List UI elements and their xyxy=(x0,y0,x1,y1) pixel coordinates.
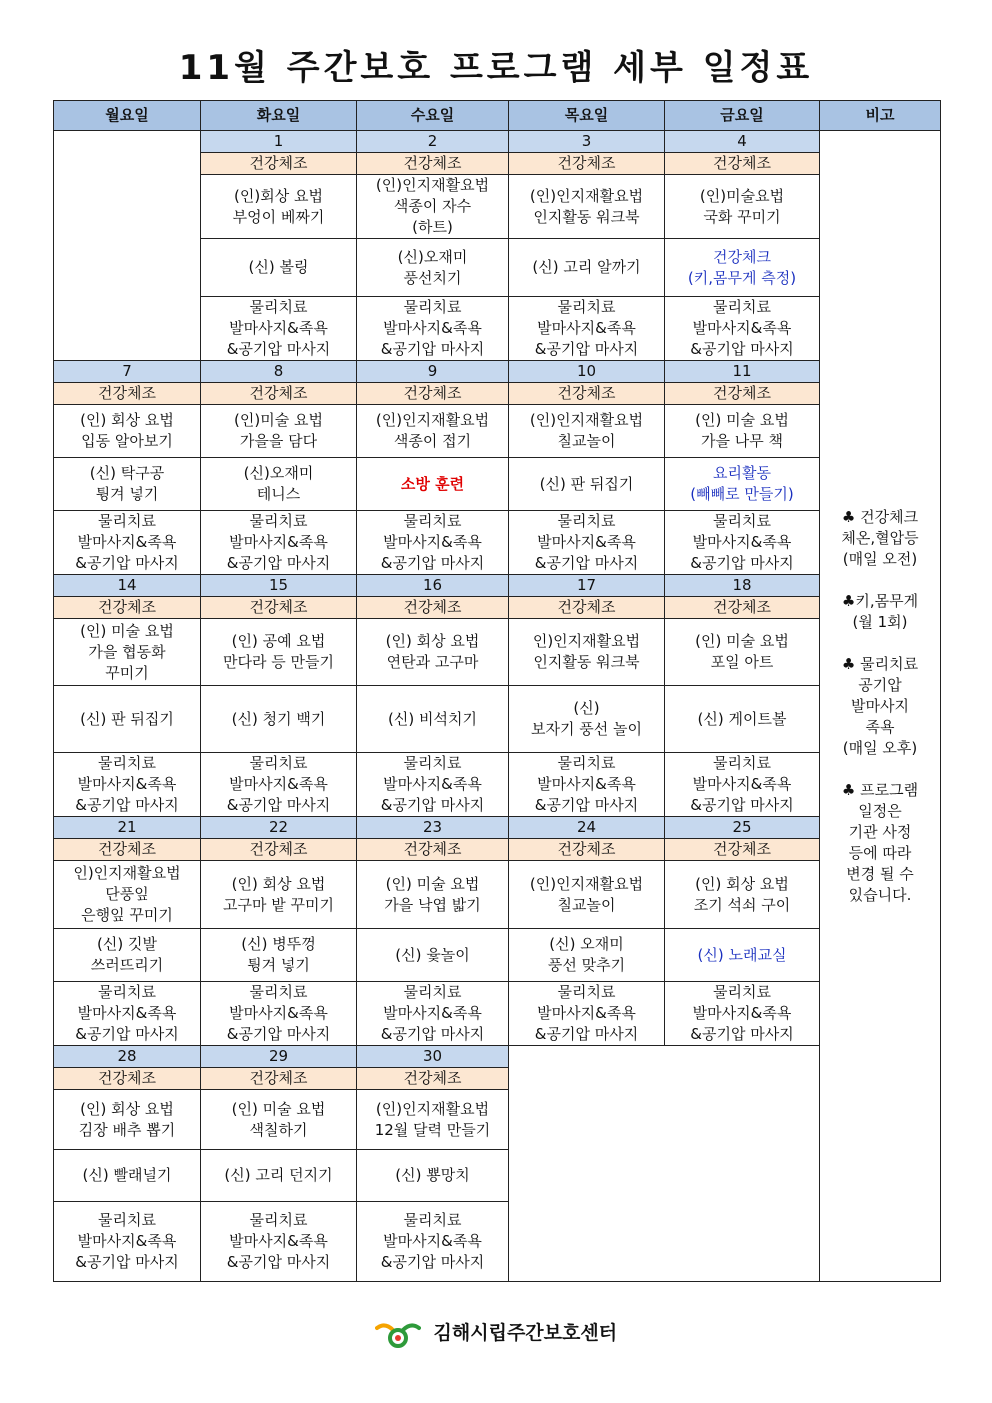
physical-program: 건강체크 (키,몸무게 측정) xyxy=(665,239,820,297)
date-cell: 8 xyxy=(201,361,357,383)
cognitive-program: (인) 회상 요법 연탄과 고구마 xyxy=(357,619,509,686)
date-cell: 18 xyxy=(665,575,820,597)
exercise-cell: 건강체조 xyxy=(201,597,357,619)
exercise-cell: 건강체조 xyxy=(54,839,201,861)
physio-cell: 물리치료 발마사지&족욕 &공기압 마사지 xyxy=(54,511,201,575)
physio-cell: 물리치료 발마사지&족욕 &공기압 마사지 xyxy=(665,982,820,1046)
center-logo-icon xyxy=(375,1320,421,1348)
physio-cell: 물리치료 발마사지&족욕 &공기압 마사지 xyxy=(54,1202,201,1282)
day-header: 목요일 xyxy=(509,101,665,131)
empty-area xyxy=(509,1046,820,1282)
physio-cell: 물리치료 발마사지&족욕 &공기압 마사지 xyxy=(201,1202,357,1282)
physical-program: (신) 판 뒤집기 xyxy=(509,458,665,511)
cognitive-program: (인)인지재활요법 인지활동 워크북 xyxy=(509,175,665,239)
physio-cell: 물리치료 발마사지&족욕 &공기압 마사지 xyxy=(201,511,357,575)
physical-program: (신) 깃발 쓰러뜨리기 xyxy=(54,929,201,982)
date-cell: 1 xyxy=(201,131,357,153)
exercise-cell: 건강체조 xyxy=(201,1068,357,1090)
cognitive-program: (인) 회상 요법 입동 알아보기 xyxy=(54,405,201,458)
exercise-cell: 건강체조 xyxy=(509,153,665,175)
exercise-cell: 건강체조 xyxy=(665,383,820,405)
date-cell: 24 xyxy=(509,817,665,839)
physical-program: (신) 게이트볼 xyxy=(665,686,820,753)
physical-program: (신) 병뚜껑 튕겨 넣기 xyxy=(201,929,357,982)
date-cell: 14 xyxy=(54,575,201,597)
cognitive-program: (인)회상 요법 부엉이 베짜기 xyxy=(201,175,357,239)
exercise-cell: 건강체조 xyxy=(357,1068,509,1090)
exercise-cell: 건강체조 xyxy=(54,1068,201,1090)
exercise-cell: 건강체조 xyxy=(665,153,820,175)
physical-program: (신) 뿅망치 xyxy=(357,1150,509,1202)
date-cell: 28 xyxy=(54,1046,201,1068)
physio-cell: 물리치료 발마사지&족욕 &공기압 마사지 xyxy=(357,1202,509,1282)
cognitive-program: 인)인지재활요법 단풍잎 은행잎 꾸미기 xyxy=(54,861,201,929)
physio-cell: 물리치료 발마사지&족욕 &공기압 마사지 xyxy=(665,753,820,817)
cognitive-program: (인)인지재활요법 칠교놀이 xyxy=(509,405,665,458)
physio-cell: 물리치료 발마사지&족욕 &공기압 마사지 xyxy=(201,297,357,361)
date-cell: 22 xyxy=(201,817,357,839)
physical-program: (신) 고리 알까기 xyxy=(509,239,665,297)
physical-program: (신) 빨래널기 xyxy=(54,1150,201,1202)
date-cell: 25 xyxy=(665,817,820,839)
physio-cell: 물리치료 발마사지&족욕 &공기압 마사지 xyxy=(201,753,357,817)
cognitive-program: (인)인지재활요법 칠교놀이 xyxy=(509,861,665,929)
physio-cell: 물리치료 발마사지&족욕 &공기압 마사지 xyxy=(54,753,201,817)
physio-cell: 물리치료 발마사지&족욕 &공기압 마사지 xyxy=(54,982,201,1046)
date-cell: 2 xyxy=(357,131,509,153)
physical-program: (신) 노래교실 xyxy=(665,929,820,982)
exercise-cell: 건강체조 xyxy=(54,383,201,405)
footer xyxy=(0,1318,992,1348)
physio-cell: 물리치료 발마사지&족욕 &공기압 마사지 xyxy=(665,297,820,361)
physio-cell: 물리치료 발마사지&족욕 &공기압 마사지 xyxy=(357,753,509,817)
cognitive-program: (인)인지재활요법 색종이 자수 (하트) xyxy=(357,175,509,239)
exercise-cell: 건강체조 xyxy=(201,383,357,405)
cognitive-program: (인) 미술 요법 가을 협동화 꾸미기 xyxy=(54,619,201,686)
date-cell: 21 xyxy=(54,817,201,839)
cognitive-program: (인) 회상 요법 고구마 밭 꾸미기 xyxy=(201,861,357,929)
date-cell: 16 xyxy=(357,575,509,597)
day-header: 화요일 xyxy=(201,101,357,131)
physical-program: (신) 비석치기 xyxy=(357,686,509,753)
cognitive-program: (인)인지재활요법 12월 달력 만들기 xyxy=(357,1090,509,1150)
physio-cell: 물리치료 발마사지&족욕 &공기압 마사지 xyxy=(357,982,509,1046)
date-cell: 3 xyxy=(509,131,665,153)
cognitive-program: 인)인지재활요법 인지활동 워크북 xyxy=(509,619,665,686)
physical-program: 요리활동 (빼빼로 만들기) xyxy=(665,458,820,511)
exercise-cell: 건강체조 xyxy=(357,383,509,405)
day-header: 수요일 xyxy=(357,101,509,131)
schedule-table xyxy=(53,100,941,1282)
page-title: 11월 주간보호 프로그램 세부 일정표 xyxy=(178,48,814,88)
physical-program: (신)오재미 테니스 xyxy=(201,458,357,511)
center-name: 김해시립주간보호센터 xyxy=(433,1322,618,1344)
exercise-cell: 건강체조 xyxy=(201,839,357,861)
date-cell: 4 xyxy=(665,131,820,153)
date-cell: 10 xyxy=(509,361,665,383)
physio-cell: 물리치료 발마사지&족욕 &공기압 마사지 xyxy=(357,297,509,361)
physical-program: (신) 청기 백기 xyxy=(201,686,357,753)
date-cell: 29 xyxy=(201,1046,357,1068)
physical-program: (신) 탁구공 튕겨 넣기 xyxy=(54,458,201,511)
exercise-cell: 건강체조 xyxy=(509,597,665,619)
exercise-cell: 건강체조 xyxy=(54,597,201,619)
exercise-cell: 건강체조 xyxy=(509,383,665,405)
exercise-cell: 건강체조 xyxy=(665,839,820,861)
date-cell: 11 xyxy=(665,361,820,383)
cognitive-program: (인) 공예 요법 만다라 등 만들기 xyxy=(201,619,357,686)
cognitive-program: (인)미술요법 국화 꾸미기 xyxy=(665,175,820,239)
exercise-cell: 건강체조 xyxy=(357,597,509,619)
cognitive-program: (인) 미술 요법 가을 낙엽 밟기 xyxy=(357,861,509,929)
physical-program: (신) 고리 던지기 xyxy=(201,1150,357,1202)
date-cell: 9 xyxy=(357,361,509,383)
empty-monday xyxy=(54,131,201,361)
physio-cell: 물리치료 발마사지&족욕 &공기압 마사지 xyxy=(357,511,509,575)
cognitive-program: (인) 미술 요법 가을 나무 책 xyxy=(665,405,820,458)
exercise-cell: 건강체조 xyxy=(665,597,820,619)
physio-cell: 물리치료 발마사지&족욕 &공기압 마사지 xyxy=(509,982,665,1046)
physical-program: (신) 보자기 풍선 놀이 xyxy=(509,686,665,753)
physical-program: (신)오재미 풍선치기 xyxy=(357,239,509,297)
physical-program: (신) 오재미 풍선 맞추기 xyxy=(509,929,665,982)
date-cell: 23 xyxy=(357,817,509,839)
physio-cell: 물리치료 발마사지&족욕 &공기압 마사지 xyxy=(509,297,665,361)
exercise-cell: 건강체조 xyxy=(357,839,509,861)
cognitive-program: (인)인지재활요법 색종이 접기 xyxy=(357,405,509,458)
cognitive-program: (인) 회상 요법 조기 석쇠 구이 xyxy=(665,861,820,929)
cognitive-program: (인) 미술 요법 색칠하기 xyxy=(201,1090,357,1150)
remarks-column: ♣ 건강체크 체온,혈압등 (매일 오전) ♣키,몸무게 (월 1회) ♣ 물리치료 공기압 발마사지 족욕 (매일 오후) ♣ 프로그램 일정은 기관 사정 등에 따라 변경 될 수 있습니다. xyxy=(820,131,941,1282)
day-header: 금요일 xyxy=(665,101,820,131)
physical-program: 소방 훈련 xyxy=(357,458,509,511)
day-header: 비고 xyxy=(820,101,941,131)
date-cell: 17 xyxy=(509,575,665,597)
cognitive-program: (인)미술 요법 가을을 담다 xyxy=(201,405,357,458)
date-cell: 15 xyxy=(201,575,357,597)
physio-cell: 물리치료 발마사지&족욕 &공기압 마사지 xyxy=(665,511,820,575)
day-header: 월요일 xyxy=(54,101,201,131)
physio-cell: 물리치료 발마사지&족욕 &공기압 마사지 xyxy=(509,753,665,817)
physical-program: (신) 볼링 xyxy=(201,239,357,297)
physical-program: (신) 판 뒤집기 xyxy=(54,686,201,753)
exercise-cell: 건강체조 xyxy=(509,839,665,861)
physical-program: (신) 윷놀이 xyxy=(357,929,509,982)
date-cell: 30 xyxy=(357,1046,509,1068)
cognitive-program: (인) 미술 요법 포일 아트 xyxy=(665,619,820,686)
exercise-cell: 건강체조 xyxy=(357,153,509,175)
exercise-cell: 건강체조 xyxy=(201,153,357,175)
physio-cell: 물리치료 발마사지&족욕 &공기압 마사지 xyxy=(509,511,665,575)
physio-cell: 물리치료 발마사지&족욕 &공기압 마사지 xyxy=(201,982,357,1046)
date-cell: 7 xyxy=(54,361,201,383)
cognitive-program: (인) 회상 요법 김장 배추 뽑기 xyxy=(54,1090,201,1150)
